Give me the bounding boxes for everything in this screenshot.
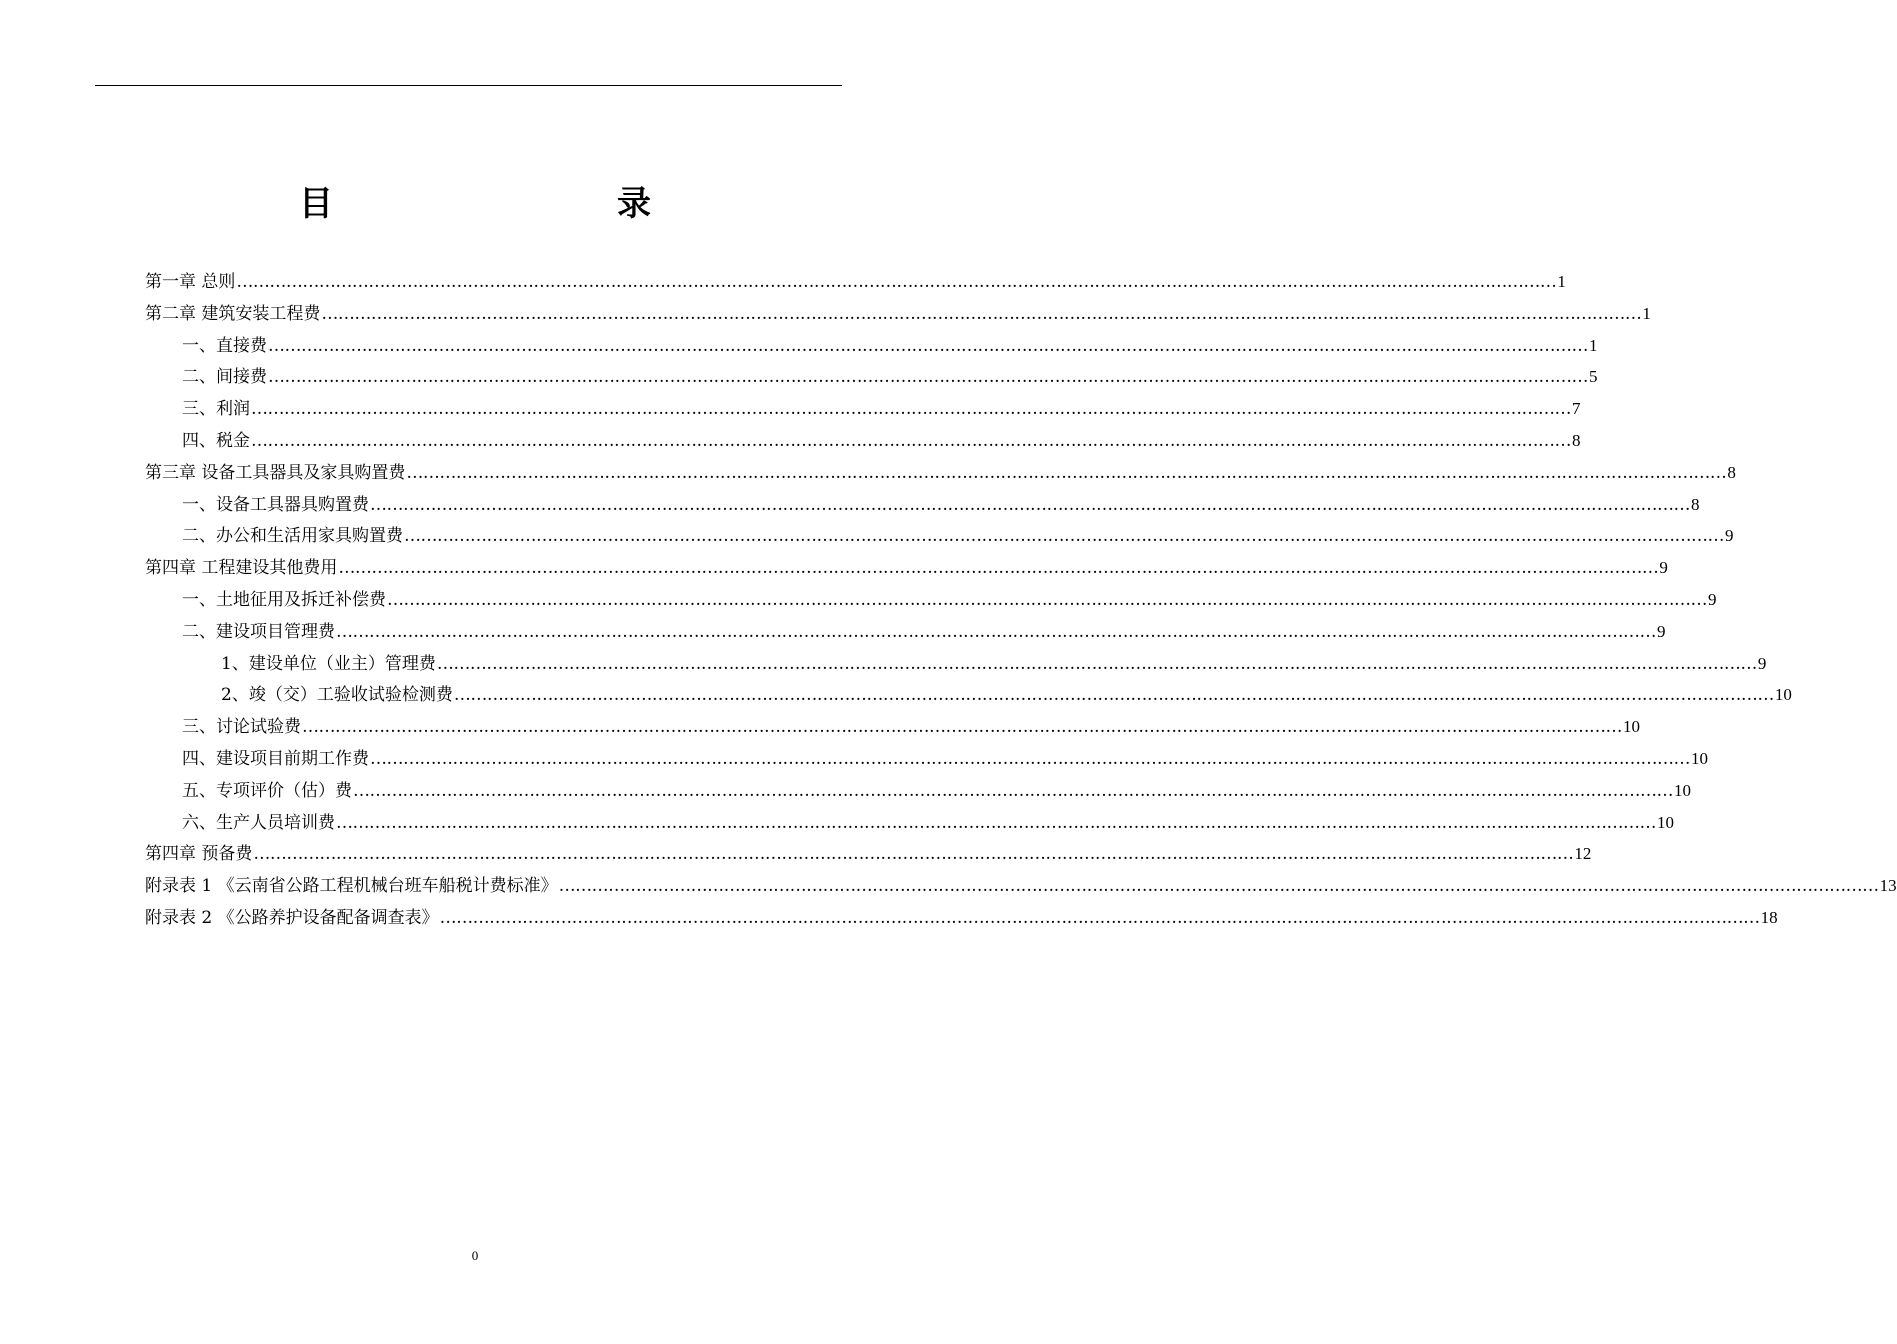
toc-entry-label: 四、税金 [182, 431, 250, 451]
toc-entry-label: 附录表 2 《公路养护设备配备调查表》 [145, 908, 439, 928]
toc-entry[interactable] [182, 809, 1674, 837]
toc-dot-leader: …………………………………………………………………………………………………………………………………………………………………………………………………………………… [336, 621, 1656, 642]
toc-entry[interactable] [182, 522, 1734, 550]
toc-entry-page: 9 [1725, 526, 1734, 546]
toc-entry[interactable] [182, 745, 1708, 773]
toc-dot-leader: …………………………………………………………………………………………………………………………………………………………………………………………………………………… [268, 367, 1588, 388]
header-rule [95, 85, 842, 86]
toc-entry-page: 1 [1642, 303, 1651, 323]
toc-entry[interactable] [182, 713, 1640, 741]
toc-entry[interactable] [145, 268, 1566, 296]
toc-dot-leader: …………………………………………………………………………………………………………………………………………………………………………………………………………………… [404, 526, 1724, 547]
toc-entry[interactable] [182, 363, 1598, 391]
toc-entry-label: 一、土地征用及拆迁补偿费 [182, 590, 386, 610]
toc-entry[interactable] [182, 777, 1691, 805]
toc-entry-page: 9 [1657, 621, 1666, 641]
toc-entry-label: 第一章 总则 [145, 272, 236, 292]
toc-dot-leader: …………………………………………………………………………………………………………………………………………………………………………………………………………………… [387, 590, 1707, 610]
toc-dot-leader: …………………………………………………………………………………………………………………………………………………………………………………………………………………… [453, 685, 1774, 706]
toc-entry-label: 三、利润 [182, 399, 250, 420]
toc-dot-leader: …………………………………………………………………………………………………………………………………………………………………………………………………………………… [406, 462, 1727, 483]
toc-entry-page: 12 [1574, 844, 1592, 864]
toc-entry[interactable] [182, 618, 1666, 646]
toc-entry-label: 四、建设项目前期工作费 [182, 749, 369, 769]
toc-entry-label: 二、建设项目管理费 [182, 621, 335, 642]
toc-entry-page: 8 [1727, 462, 1736, 482]
toc-entry-page: 10 [1674, 780, 1691, 800]
page-title: 目 录 [299, 184, 723, 224]
toc-dot-leader: …………………………………………………………………………………………………………………………………………………………………………………………………………………… [436, 653, 1757, 674]
toc-dot-leader: …………………………………………………………………………………………………………………………………………………………………………………………………………………… [370, 749, 1690, 769]
toc-entry[interactable] [182, 395, 1581, 423]
toc-entry-page: 7 [1572, 399, 1581, 419]
page-number: 0 [471, 1248, 479, 1263]
toc-entry-label: 三、讨论试验费 [182, 717, 301, 738]
toc-entry-label: 第四章 工程建设其他费用 [145, 558, 338, 579]
toc-dot-leader: …………………………………………………………………………………………………………………………………………………………………………………………………………………… [370, 494, 1690, 515]
toc-dot-leader: …………………………………………………………………………………………………………………………………………………………………………………………………………………… [336, 812, 1656, 833]
toc-entry-page: 13 [1879, 876, 1897, 896]
toc-entry[interactable] [145, 872, 1897, 900]
toc-dot-leader: …………………………………………………………………………………………………………………………………………………………………………………………………………………… [251, 399, 1571, 420]
toc-dot-leader: …………………………………………………………………………………………………………………………………………………………………………………………………………………… [236, 272, 1557, 292]
toc-entry[interactable] [182, 491, 1700, 519]
toc-dot-leader: …………………………………………………………………………………………………………………………………………………………………………………………………………………… [321, 303, 1642, 324]
toc-dot-leader: …………………………………………………………………………………………………………………………………………………………………………………………………………………… [268, 335, 1588, 356]
toc-entry-page: 10 [1774, 685, 1792, 705]
toc-entry[interactable] [221, 681, 1792, 709]
toc-entry-page: 10 [1691, 749, 1708, 768]
toc-entry-page: 8 [1572, 431, 1581, 450]
toc-entry-label: 一、直接费 [182, 335, 267, 356]
toc-dot-leader: …………………………………………………………………………………………………………………………………………………………………………………………………………………… [439, 908, 1760, 928]
toc-entry-page: 18 [1760, 908, 1778, 927]
toc-entry[interactable] [145, 840, 1592, 868]
toc-dot-leader: …………………………………………………………………………………………………………………………………………………………………………………………………………………… [558, 876, 1879, 897]
toc-entry-page: 5 [1589, 367, 1598, 387]
toc-entry-page: 9 [1659, 558, 1668, 578]
toc-entry[interactable] [182, 332, 1598, 360]
toc-entry-page: 9 [1757, 653, 1767, 673]
toc-entry[interactable] [145, 554, 1668, 582]
toc-entry-label: 第三章 设备工具器具及家具购置费 [145, 462, 406, 483]
toc-entry[interactable] [145, 300, 1651, 328]
toc-entry-label: 附录表 1 《云南省公路工程机械台班车船税计费标准》 [145, 876, 558, 897]
toc-dot-leader: …………………………………………………………………………………………………………………………………………………………………………………………………………………… [251, 431, 1571, 451]
toc-entry[interactable] [145, 904, 1778, 932]
toc-entry-page: 9 [1708, 590, 1717, 609]
toc-entry-label: 一、设备工具器具购置费 [182, 494, 369, 515]
toc-entry-page: 10 [1623, 717, 1640, 737]
toc-entry[interactable] [221, 650, 1767, 678]
toc-entry-page: 1 [1557, 272, 1566, 291]
toc-entry-label: 2、竣（交）工验收试验检测费 [221, 685, 453, 706]
toc-entry-label: 五、专项评价（估）费 [182, 780, 352, 801]
toc-entry-page: 10 [1657, 812, 1674, 832]
toc-entry-label: 第二章 建筑安装工程费 [145, 303, 321, 324]
toc-entry[interactable] [182, 427, 1581, 455]
toc-entry-label: 第四章 预备费 [145, 844, 253, 865]
toc-dot-leader: …………………………………………………………………………………………………………………………………………………………………………………………………………………… [253, 844, 1574, 865]
toc-dot-leader: …………………………………………………………………………………………………………………………………………………………………………………………………………………… [353, 780, 1673, 801]
toc-entry[interactable] [145, 459, 1736, 487]
toc-entry-label: 1、建设单位（业主）管理费 [221, 653, 436, 674]
toc-dot-leader: …………………………………………………………………………………………………………………………………………………………………………………………………………………… [338, 558, 1659, 579]
toc-entry-label: 六、生产人员培训费 [182, 812, 335, 833]
toc-entry-page: 8 [1691, 494, 1700, 514]
toc-entry-page: 1 [1589, 335, 1598, 355]
toc-entry[interactable] [182, 586, 1717, 614]
toc-dot-leader: …………………………………………………………………………………………………………………………………………………………………………………………………………………… [302, 717, 1622, 738]
toc-entry-label: 二、办公和生活用家具购置费 [182, 526, 403, 547]
toc-entry-label: 二、间接费 [182, 367, 267, 388]
